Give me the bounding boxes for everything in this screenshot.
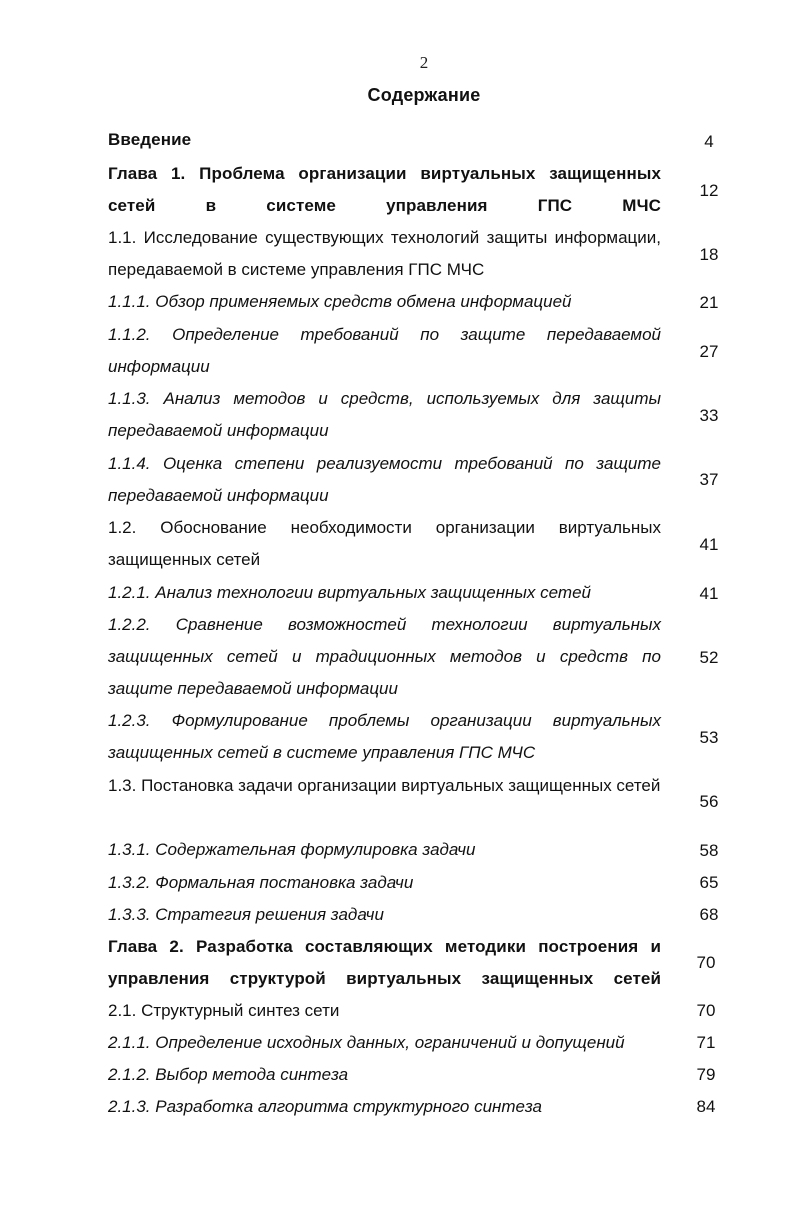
toc-entry-page: 27 — [699, 342, 719, 361]
toc-entry-page: 58 — [699, 841, 719, 860]
toc-entry-text: 2.1.3. Разработка алгоритма структурного синтеза — [108, 1097, 542, 1116]
toc-entry-1-1-3 — [108, 383, 661, 447]
toc-title: Содержание — [367, 85, 481, 105]
toc-entry-1-2-1 — [108, 577, 661, 609]
toc-entry-page: 37 — [699, 470, 719, 489]
toc-entry-1-3 — [108, 770, 661, 802]
toc-entry-page: 33 — [699, 406, 719, 425]
toc-entry-text: Глава 2. Разработка составляющих методики построения и управления структурой виртуальных защищенных сетей — [108, 937, 661, 988]
toc-entry-text: 1.2. Обоснование необходимости организации виртуальных защищенных сетей — [108, 518, 661, 569]
toc-entry-page: 71 — [696, 1033, 716, 1052]
toc-entry-1-1-2 — [108, 319, 661, 383]
toc-entry-text: 1.1.3. Анализ методов и средств, используемых для защиты передаваемой информации — [108, 389, 661, 440]
toc-entry-page: 53 — [699, 728, 719, 747]
toc-entry-1-2-2 — [108, 609, 661, 705]
toc-entry-1-3-3 — [108, 899, 661, 931]
toc-entry-2-1-2 — [108, 1059, 661, 1091]
toc-entry-text: 1.3.1. Содержательная формулировка задачи — [108, 840, 476, 859]
toc-entry-text: 1.3.3. Стратегия решения задачи — [108, 905, 384, 924]
toc-entry-chapter-1 — [108, 158, 661, 222]
toc-entry-page: 12 — [699, 181, 719, 200]
toc-entry-1-1-1 — [108, 286, 661, 318]
toc-entry-1-3-1 — [108, 834, 661, 866]
toc-entry-page: 4 — [704, 132, 714, 151]
toc-entry-text: 1.2.2. Сравнение возможностей технологии виртуальных защищенных сетей и традиционных методов и средств по защите передаваемой информации — [108, 615, 661, 698]
toc-entry-1-2 — [108, 512, 661, 576]
toc-entry-1-3-2 — [108, 867, 661, 899]
toc-entry-page: 52 — [699, 648, 719, 667]
toc-entry-page: 18 — [699, 245, 719, 264]
toc-entry-2-1-1 — [108, 1027, 661, 1059]
toc-entry-text: 1.3. Постановка задачи организации виртуальных защищенных сетей — [108, 776, 661, 795]
toc-entry-1-1 — [108, 222, 661, 286]
toc-entry-text: 1.1.1. Обзор применяемых средств обмена информацией — [108, 292, 572, 311]
toc-entry-page: 68 — [699, 905, 719, 924]
toc-entry-text: 1.1.4. Оценка степени реализуемости требований по защите передаваемой информации — [108, 454, 661, 505]
toc-entry-text: 1.1.2. Определение требований по защите передаваемой информации — [108, 325, 661, 376]
toc-entry-page: 41 — [699, 535, 719, 554]
toc-entry-text: Введение — [108, 130, 192, 149]
toc-entry-text: Глава 1. Проблема организации виртуальных защищенных сетей в системе управления ГПС МЧС — [108, 164, 661, 215]
page-number: 2 — [419, 53, 429, 72]
toc-entry-text: 2.1.2. Выбор метода синтеза — [108, 1065, 349, 1084]
toc-entry-1-1-4 — [108, 448, 661, 512]
toc-entry-introduction — [108, 124, 661, 156]
toc-entry-page: 79 — [696, 1065, 716, 1084]
toc-entry-text: 1.2.1. Анализ технологии виртуальных защищенных сетей — [108, 583, 591, 602]
toc-entry-chapter-2 — [108, 931, 661, 995]
toc-entry-text: 1.2.3. Формулирование проблемы организации виртуальных защищенных сетей в системе управления ГПС МЧС — [108, 711, 661, 762]
toc-entry-page: 70 — [696, 1001, 716, 1020]
toc-entry-text: 2.1.1. Определение исходных данных, ограничений и допущений — [108, 1033, 625, 1052]
toc-entry-page: 41 — [699, 584, 719, 603]
toc-entry-page: 84 — [696, 1097, 716, 1116]
toc-entry-page: 70 — [696, 953, 716, 972]
toc-entry-text: 2.1. Структурный синтез сети — [108, 1001, 340, 1020]
toc-entry-2-1 — [108, 995, 661, 1027]
toc-entry-page: 65 — [699, 873, 719, 892]
toc-entry-1-2-3 — [108, 705, 661, 769]
toc-entry-page: 21 — [699, 293, 719, 312]
toc-entry-text: 1.3.2. Формальная постановка задачи — [108, 873, 414, 892]
toc-entry-text: 1.1. Исследование существующих технологий защиты информации, передаваемой в системе управления ГПС МЧС — [108, 228, 661, 279]
toc-entry-page: 56 — [699, 792, 719, 811]
toc-entry-2-1-3 — [108, 1091, 661, 1123]
